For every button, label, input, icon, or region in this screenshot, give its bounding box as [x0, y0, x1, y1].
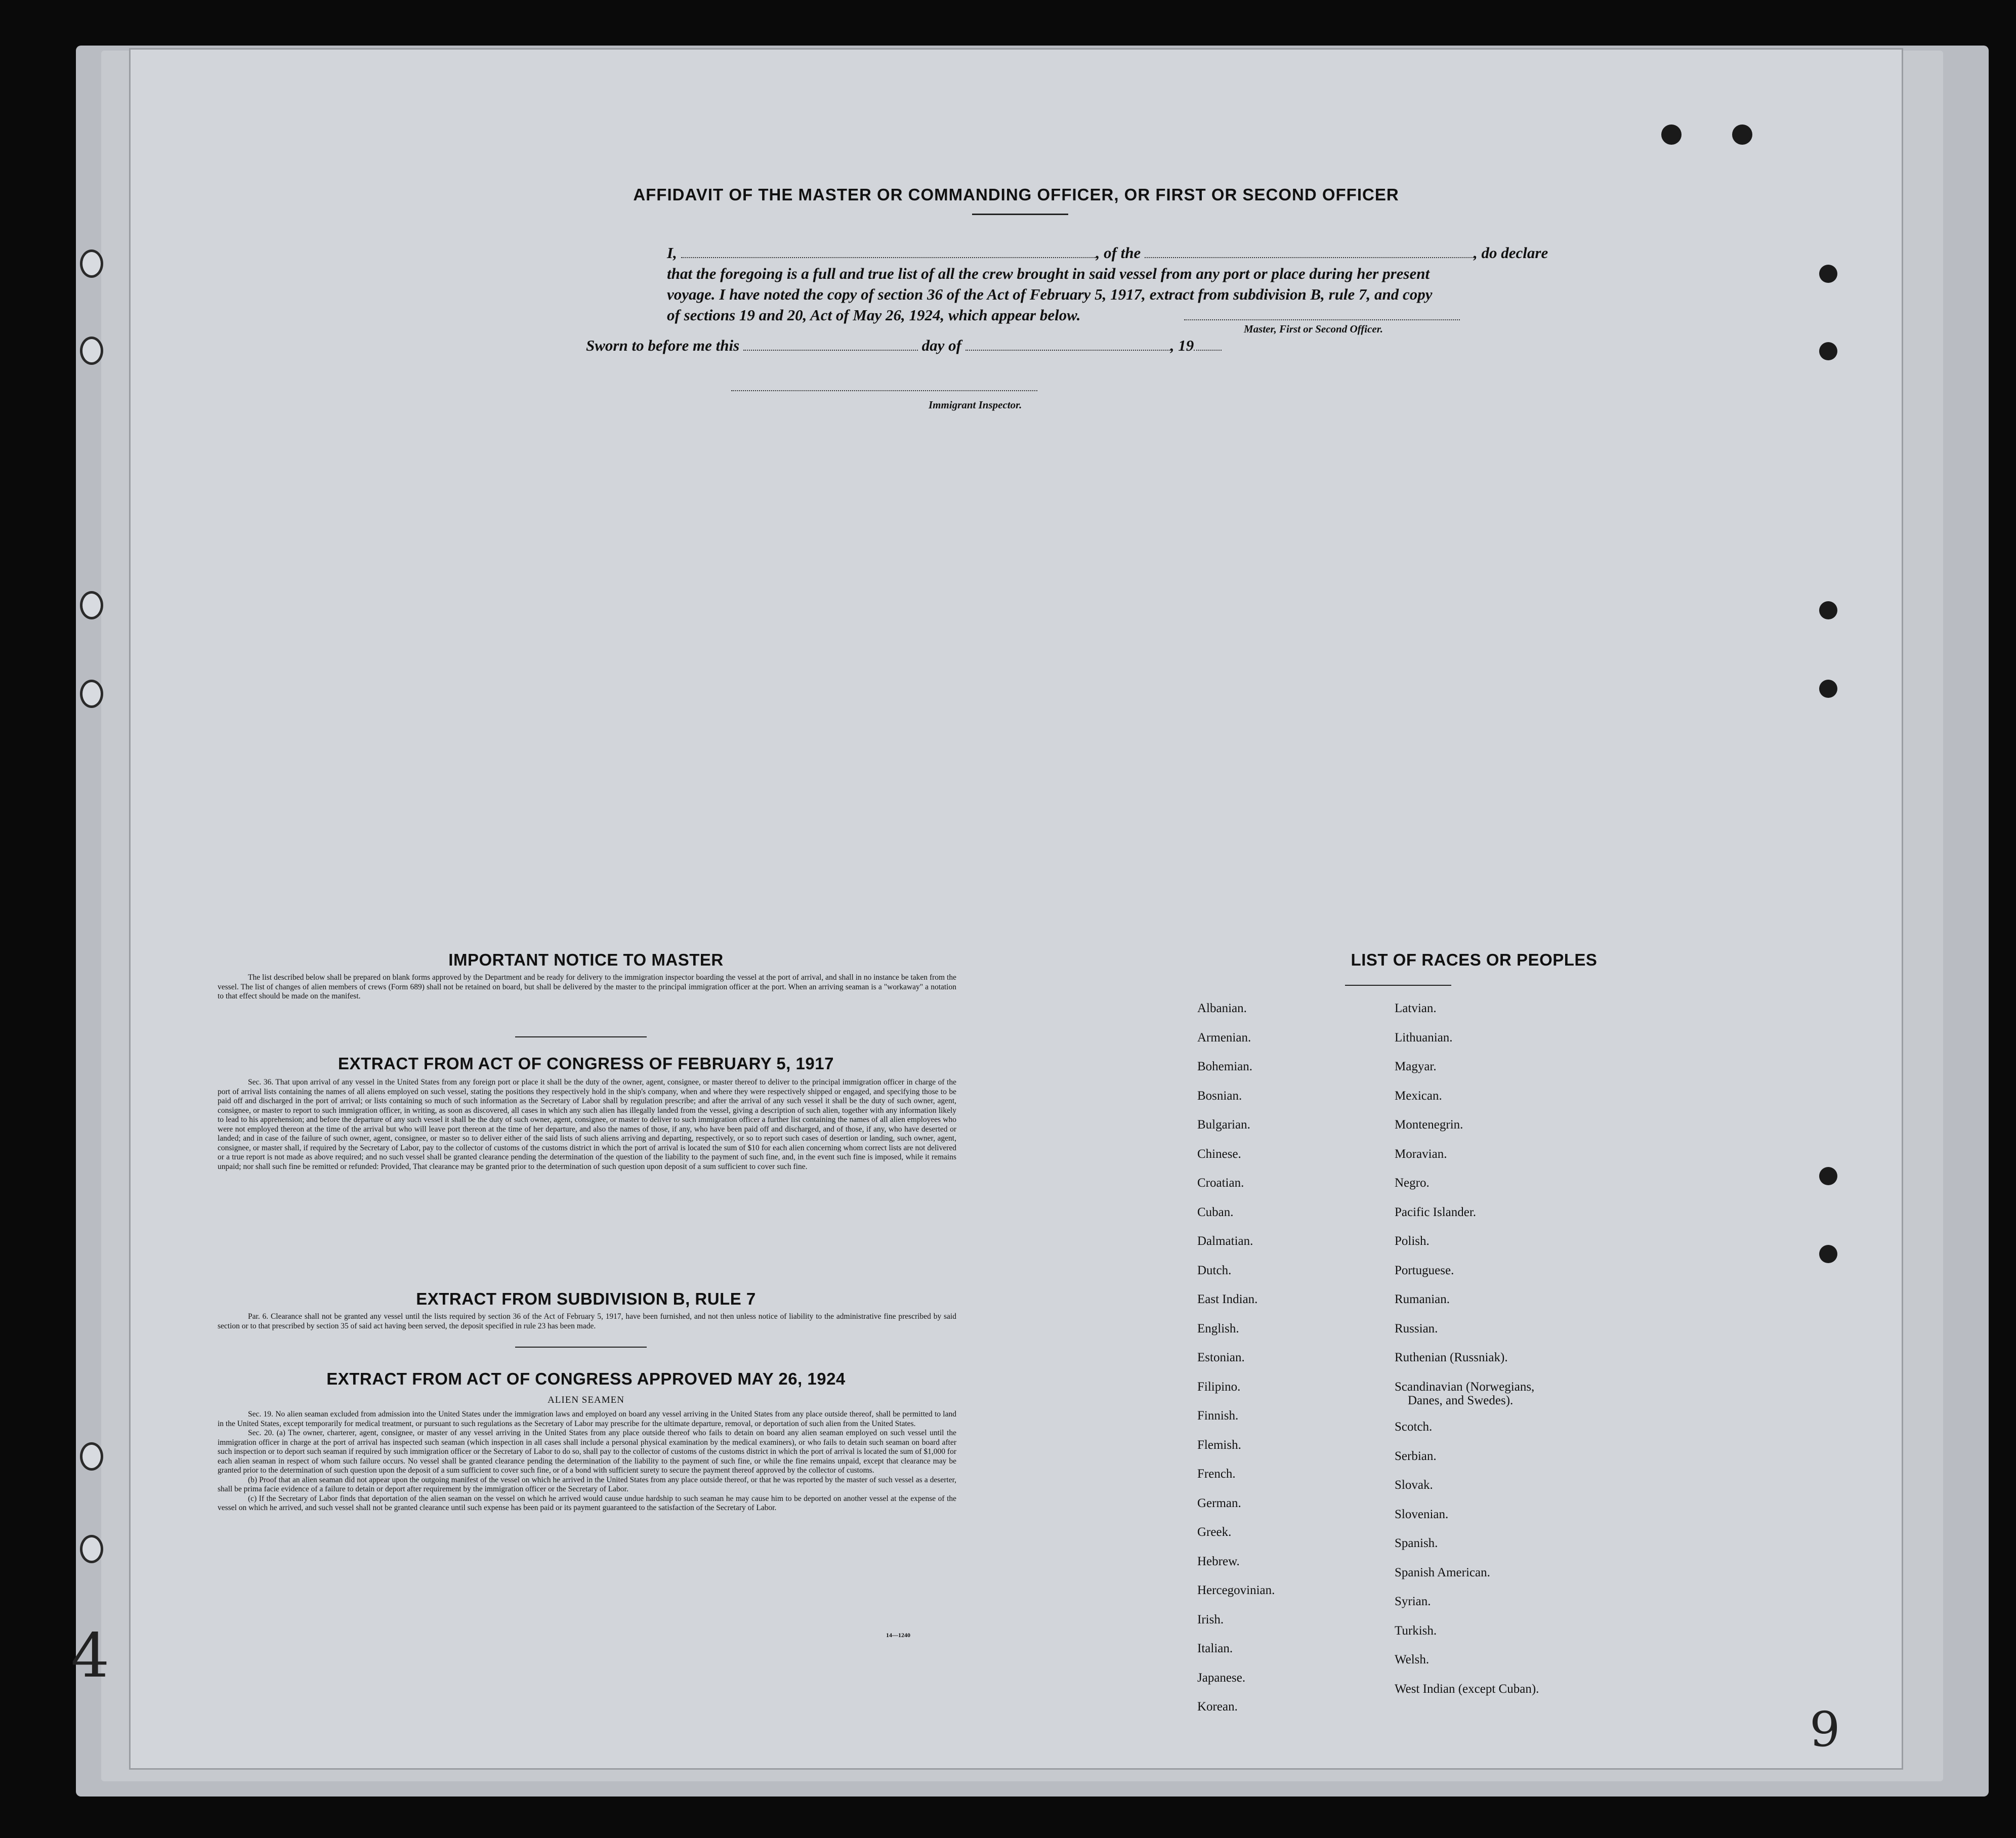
affidavit-i-label: I, — [667, 244, 677, 262]
race-item: Italian. — [1197, 1642, 1233, 1655]
race-item: Flemish. — [1197, 1438, 1241, 1452]
binder-hole-icon — [80, 1442, 103, 1471]
sworn-prefix: Sworn to before me this — [586, 337, 740, 354]
sworn-month-blank-field[interactable] — [965, 337, 1170, 351]
punch-hole-icon — [1732, 124, 1752, 145]
race-item: Russian. — [1395, 1321, 1438, 1335]
race-item: Pacific Islander. — [1395, 1205, 1477, 1219]
race-item: German. — [1197, 1496, 1241, 1510]
binder-hole-icon — [1819, 1245, 1837, 1263]
race-item: Danes, and Swedes). — [1408, 1394, 1514, 1407]
extract-rule7-title: EXTRACT FROM SUBDIVISION B, RULE 7 — [416, 1289, 756, 1308]
race-item: Bulgarian. — [1197, 1118, 1250, 1132]
race-item: Bohemian. — [1197, 1060, 1253, 1073]
vessel-blank-field[interactable] — [1145, 244, 1474, 258]
handwritten-mark: 9 — [1810, 1702, 1840, 1758]
race-item: Portuguese. — [1395, 1263, 1454, 1277]
race-item: Korean. — [1197, 1700, 1238, 1714]
race-item: Greek. — [1197, 1525, 1232, 1539]
race-item: Ruthenian (Russniak). — [1395, 1351, 1508, 1364]
race-item: Negro. — [1395, 1176, 1430, 1190]
extract-1917-title: EXTRACT FROM ACT OF CONGRESS OF FEBRUARY 5, 1917 — [338, 1054, 834, 1073]
race-item: Spanish American. — [1395, 1565, 1490, 1579]
handwritten-mark: 4 — [71, 1621, 110, 1691]
binder-hole-icon — [80, 249, 103, 278]
divider — [515, 1347, 647, 1348]
master-signature-line[interactable] — [1184, 319, 1460, 320]
affidavit-line-3: voyage. I have noted the copy of section 36 of the Act of February 5, 1917, extract from subdivision B, rule 7, and copy — [667, 285, 1433, 303]
binder-hole-icon — [1819, 265, 1837, 283]
race-item: French. — [1197, 1467, 1236, 1481]
binder-hole-icon — [80, 680, 103, 708]
name-blank-field[interactable] — [681, 244, 1096, 258]
divider — [972, 214, 1068, 215]
race-item: Irish. — [1197, 1612, 1224, 1626]
race-item: Lithuanian. — [1395, 1030, 1453, 1045]
divider — [515, 1036, 647, 1037]
extract-1917-text: Sec. 36. That upon arrival of any vessel in the United States from any foreign port or place it shall be the duty of the owner, agent, consignee, or master thereof to deliver to the principal immigration officer in charge of the port of arrival lists containing the names of all aliens employed on such vessel, stating the positions they respectively hold in the ship's company, when and where they were respectively shipped or engaged, and specifying those to be paid off and discharged in the port of arrival; or lists containing so much of such information as the Secretary of Labor shall by regulation prescribe; and after the arrival of any such vessel it shall be the duty of such owner, agent, consignee, or master to report to such immigration officer, in writing, as soon as discovered, all cases in which any such alien has illegally landed from the vessel, giving a description of such alien, together with any information likely to lead to his apprehension; and before the departure of any such vessel it shall be the duty of such owner, agent, consignee, or master to deliver to such immigration officer a further list containing the names of all alien employees who were not employed thereon at the time of the arrival but who will leave port thereon at the time of her departure, and also the names of those, if any, who have been paid off and discharged, and of those, if any, who have deserted or landed; and in case of the failure of such owner, agent, consignee, or master so to deliver either of the said lists of such aliens arriving and departing, respectively, or so to report such cases of desertion or landing, such owner, agent, consignee, or master shall, if required by the Secretary of Labor, pay to the collector of customs of the customs district in which the port of arrival is located the sum of $10 for each alien concerning whom correct lists are not delivered or a true report is not made as above required; and no such vessel shall be granted clearance pending the determination of the question of the liability to the payment of such fine, and, in the event such fine is imposed, while it remains unpaid; nor shall such fine be remitted or refunded: Provided, That clearance may be granted prior to the determination of such question upon deposit of a sum sufficient to cover such fine. — [218, 1078, 956, 1171]
binder-hole-icon — [80, 337, 103, 365]
affidavit-line-1 — [667, 243, 1628, 263]
extract-1924-title: EXTRACT FROM ACT OF CONGRESS APPROVED MAY 26, 1924 — [326, 1369, 846, 1388]
inspector-signature-line[interactable] — [731, 390, 1037, 391]
binder-hole-icon — [1819, 1167, 1837, 1185]
race-item: West Indian (except Cuban). — [1395, 1682, 1539, 1696]
race-item: Japanese. — [1197, 1670, 1246, 1685]
sworn-year-blank-field[interactable] — [1194, 337, 1222, 351]
race-item: Turkish. — [1395, 1623, 1437, 1638]
binder-hole-icon — [80, 1535, 103, 1563]
race-item: Latvian. — [1395, 1001, 1437, 1015]
extract-rule7-text: Par. 6. Clearance shall not be granted any vessel until the lists required by section 36 of the Act of February 5, 1917, have been furnished, and not then unless notice of liability to the administrative fine prescribed by said section or to that prescribed by section 35 of said act having been served, the deposit specified in rule 23 has been made. — [218, 1312, 956, 1330]
race-item: English. — [1197, 1321, 1239, 1335]
race-item: Cuban. — [1197, 1205, 1234, 1219]
sec-19-text: Sec. 19. No alien seaman excluded from admission into the United States under the immigration laws and employed on board any vessel arriving in the United States from any place outside thereof, shall be permitted to land in the United States, except temporarily for medical treatment, or pursuant to such regulations as the Secretary of Labor may prescribe for the ultimate departure, removal, or deportation of such alien from the United States. — [218, 1410, 956, 1428]
race-item: Filipino. — [1197, 1380, 1241, 1394]
sworn-year-label: , 19 — [1170, 337, 1194, 354]
of-the-label: , of the — [1096, 244, 1141, 262]
affidavit-line-2: that the foregoing is a full and true list of all the crew brought in said vessel from any port or place during her present — [667, 265, 1430, 282]
binder-hole-icon — [1819, 601, 1837, 619]
binder-hole-icon — [1819, 680, 1837, 698]
race-item: Moravian. — [1395, 1147, 1447, 1161]
race-item: Bosnian. — [1197, 1089, 1242, 1103]
notice-text: The list described below shall be prepared on blank forms approved by the Department and be ready for delivery to the immigration inspector boarding the vessel at the port of arrival, and shall in no instance be taken from the vessel. The list of changes of alien members of crews (Form 689) shall not be retained on board, but shall be delivered by the master to the principal immigration officer at the port. When an arriving seaman is a "workaway" a notation to that effect should be made on the manifest. — [218, 973, 956, 1000]
affidavit-line-4: of sections 19 and 20, Act of May 26, 1924, which appear below. — [667, 306, 1081, 324]
alien-seamen-subtitle: ALIEN SEAMEN — [548, 1395, 624, 1405]
affidavit-title: AFFIDAVIT OF THE MASTER OR COMMANDING OFFICER, OR FIRST OR SECOND OFFICER — [633, 185, 1399, 204]
sec-20b-text: (b) Proof that an alien seaman did not appear upon the outgoing manifest of the vessel on which he arrived in the United States from any place outside thereof, or that he was reported by the master of such vessel as a deserter, shall be prima facie evidence of a failure to detain or deport after requirement by the immigration officer or the Secretary of Labor. — [218, 1475, 956, 1493]
sworn-day-label: day of — [921, 337, 961, 354]
declare-label: , do declare — [1474, 244, 1548, 262]
race-item: Dutch. — [1197, 1263, 1232, 1277]
divider — [1345, 985, 1451, 986]
punch-hole-icon — [1661, 124, 1682, 145]
document-page — [71, 50, 1902, 1768]
race-item: Scotch. — [1395, 1420, 1433, 1434]
race-item: Dalmatian. — [1197, 1234, 1253, 1248]
race-item: East Indian. — [1197, 1292, 1258, 1306]
race-item: Polish. — [1395, 1234, 1430, 1248]
race-item: Slovenian. — [1395, 1507, 1449, 1521]
notice-title: IMPORTANT NOTICE TO MASTER — [448, 950, 724, 969]
race-item: Slovak. — [1395, 1478, 1433, 1492]
sec-20c-text: (c) If the Secretary of Labor finds that deportation of the alien seaman on the vessel on which he arrived would cause undue hardship to such seaman he may cause him to be deported on another vessel at the expense of the vessel on which he arrived, and such vessel shall not be granted clearance until such expense has been paid or its payment guaranteed to the satisfaction of the Secretary of Labor. — [218, 1494, 956, 1512]
race-item: Estonian. — [1197, 1351, 1245, 1364]
inspector-signature-label: Immigrant Inspector. — [929, 399, 1022, 411]
race-item: Finnish. — [1197, 1409, 1239, 1423]
race-item: Hebrew. — [1197, 1554, 1240, 1568]
race-item: Syrian. — [1395, 1595, 1431, 1608]
race-item: Rumanian. — [1395, 1292, 1450, 1306]
race-item: Spanish. — [1395, 1536, 1438, 1550]
sworn-line — [586, 336, 1598, 356]
race-item: Armenian. — [1197, 1030, 1251, 1045]
race-item: Scandinavian (Norwegians, — [1395, 1380, 1535, 1394]
race-item: Hercegovinian. — [1197, 1583, 1275, 1597]
binder-hole-icon — [80, 591, 103, 619]
race-item: Magyar. — [1395, 1060, 1437, 1073]
race-item: Serbian. — [1395, 1449, 1437, 1463]
extract-1924-text — [218, 1410, 956, 1513]
master-signature-label: Master, First or Second Officer. — [1244, 323, 1383, 335]
race-item: Croatian. — [1197, 1176, 1244, 1190]
race-item: Albanian. — [1197, 1001, 1247, 1015]
races-title: LIST OF RACES OR PEOPLES — [1351, 950, 1598, 969]
binder-hole-icon — [1819, 342, 1837, 360]
race-item: Montenegrin. — [1395, 1118, 1463, 1132]
form-number: 14—1240 — [886, 1632, 910, 1639]
sworn-day-blank-field[interactable] — [743, 337, 918, 351]
race-item: Chinese. — [1197, 1147, 1241, 1161]
race-item: Mexican. — [1395, 1089, 1442, 1103]
race-item: Welsh. — [1395, 1653, 1430, 1666]
sec-20a-text: Sec. 20. (a) The owner, charterer, agent, consignee, or master of any vessel arriving in the United States from any place outside thereof who fails to detain on board any alien seaman employed on such vessel until the immigration officer in charge at the port of arrival has inspected such seaman (which inspection in all cases shall include a personal physical examination by the medical examiners), or who fails to detain such seaman on board after such inspection or to deport such seaman if required by such immigration officer or the Secretary of Labor to do so, shall pay to the collector of customs of the customs district in which the port of arrival is located the sum of $1,000 for each alien seaman in respect of whom such failure occurs. No vessel shall be granted clearance pending the determination of the liability to the payment of such fine, or while the fine remains unpaid, except that clearance may be granted prior to the determination of such question upon the deposit of a sum sufficient to cover such fine, or of a bond with sufficient surety to secure the payment thereof approved by the collector of customs. — [218, 1429, 956, 1475]
